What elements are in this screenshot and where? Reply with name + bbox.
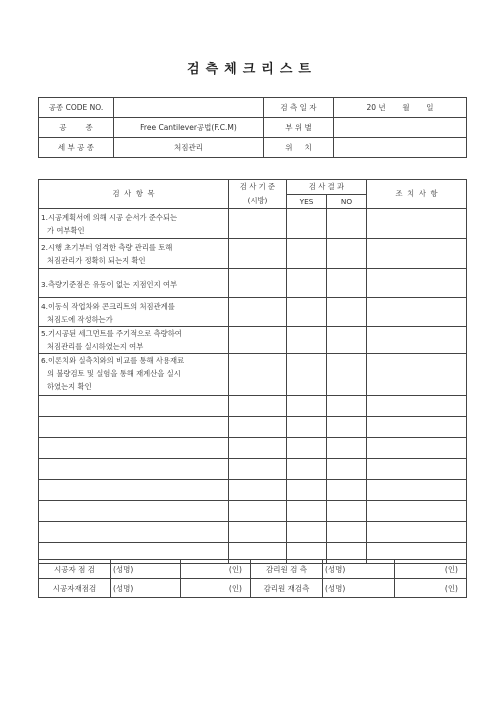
action-cell[interactable] [367, 239, 467, 269]
contractor-recheck-label: 시공자재점검 [39, 579, 111, 598]
action-cell[interactable] [367, 396, 467, 417]
checklist-header-row [39, 180, 467, 195]
info-row-code [39, 98, 467, 118]
no-cell[interactable] [327, 209, 367, 239]
blank-item-cell[interactable] [39, 501, 229, 522]
table-row [39, 417, 467, 438]
supervisor-recheck-seal[interactable]: (인) [395, 579, 467, 598]
check-item-line: 2.시행 초기부터 엄격한 측량 관리를 토해 [41, 243, 173, 252]
table-row [39, 298, 467, 327]
yes-cell[interactable] [287, 298, 327, 327]
check-item [39, 298, 229, 327]
no-cell[interactable] [327, 480, 367, 501]
action-cell[interactable] [367, 354, 467, 396]
signature-row [39, 579, 467, 598]
code-value[interactable] [114, 98, 264, 118]
supervisor-recheck-label: 감리원 재검측 [251, 579, 323, 598]
supervisor-check-name[interactable]: (성명) [323, 560, 395, 579]
action-cell[interactable] [367, 269, 467, 298]
action-cell[interactable] [367, 327, 467, 354]
check-item-line: 처짐도에 작성하는가 [47, 315, 113, 324]
check-item-line: 처짐관리를 실시하였는지 여부 [47, 342, 144, 351]
location-value[interactable] [334, 138, 467, 158]
action-cell[interactable] [367, 209, 467, 239]
signature-row [39, 560, 467, 579]
part-value[interactable] [334, 118, 467, 138]
no-cell[interactable] [327, 298, 367, 327]
criteria-cell[interactable] [229, 522, 287, 543]
action-cell[interactable] [367, 480, 467, 501]
check-item [39, 239, 229, 269]
header-criteria-sub: (시방) [247, 196, 268, 205]
contractor-check-seal[interactable]: (인) [181, 560, 251, 579]
action-cell[interactable] [367, 501, 467, 522]
table-row [39, 209, 467, 239]
table-row [39, 327, 467, 354]
page-title: 검측체크리스트 [187, 62, 317, 77]
yes-cell[interactable] [287, 209, 327, 239]
signature-table [38, 559, 467, 598]
criteria-cell[interactable] [229, 459, 287, 480]
yes-cell[interactable] [287, 417, 327, 438]
check-item [39, 269, 229, 298]
check-item [39, 327, 229, 354]
criteria-cell[interactable] [229, 209, 287, 239]
contractor-recheck-name[interactable]: (성명) [111, 579, 181, 598]
yes-cell[interactable] [287, 396, 327, 417]
criteria-cell[interactable] [229, 396, 287, 417]
contractor-check-label: 시공자 점 검 [39, 560, 111, 579]
criteria-cell[interactable] [229, 269, 287, 298]
check-item-line: 의 불량검토 및 실험을 통해 재계산을 실시 [47, 369, 181, 378]
table-row [39, 522, 467, 543]
criteria-cell[interactable] [229, 239, 287, 269]
check-item-line: 처짐관리가 정확히 되는지 확인 [47, 256, 146, 265]
action-cell[interactable] [367, 298, 467, 327]
checklist-table [38, 179, 467, 564]
no-cell[interactable] [327, 239, 367, 269]
yes-cell[interactable] [287, 480, 327, 501]
no-cell[interactable] [327, 459, 367, 480]
blank-item-cell[interactable] [39, 459, 229, 480]
action-cell[interactable] [367, 459, 467, 480]
part-label: 부 위 별 [264, 118, 334, 138]
date-year: 20 년 [366, 103, 386, 112]
date-day: 일 [426, 103, 434, 112]
criteria-cell[interactable] [229, 327, 287, 354]
no-cell[interactable] [327, 354, 367, 396]
yes-cell[interactable] [287, 438, 327, 459]
action-cell[interactable] [367, 438, 467, 459]
table-row [39, 438, 467, 459]
header-criteria-label: 검 사 기 준 [239, 182, 276, 191]
blank-item-cell[interactable] [39, 438, 229, 459]
blank-item-cell[interactable] [39, 480, 229, 501]
criteria-cell[interactable] [229, 417, 287, 438]
criteria-cell[interactable] [229, 438, 287, 459]
no-cell[interactable] [327, 522, 367, 543]
yes-cell[interactable] [287, 354, 327, 396]
info-row-detail [39, 138, 467, 158]
date-value[interactable] [334, 98, 467, 118]
supervisor-recheck-name[interactable]: (성명) [323, 579, 395, 598]
contractor-recheck-seal[interactable]: (인) [181, 579, 251, 598]
contractor-check-name[interactable]: (성명) [111, 560, 181, 579]
criteria-cell[interactable] [229, 354, 287, 396]
table-row [39, 396, 467, 417]
no-cell[interactable] [327, 327, 367, 354]
criteria-cell[interactable] [229, 501, 287, 522]
check-item-line: 가 여부확인 [47, 226, 85, 235]
check-item-line: 3.측량기준점은 유동이 없는 지점인지 여부 [41, 279, 178, 289]
work-value[interactable]: Free Cantilever공법(F.C.M) [114, 118, 264, 138]
table-row [39, 239, 467, 269]
supervisor-check-label: 감리원 검 측 [251, 560, 323, 579]
check-item-line: 4.이동식 작업차와 콘크리트의 처짐관계를 [41, 302, 175, 311]
check-item-line: 하였는지 확인 [47, 382, 92, 391]
date-month: 월 [402, 103, 410, 112]
no-cell[interactable] [327, 417, 367, 438]
no-cell[interactable] [327, 501, 367, 522]
location-label: 위 치 [264, 138, 334, 158]
blank-item-cell[interactable] [39, 396, 229, 417]
header-items: 검 사 항 목 [39, 180, 229, 209]
check-item-line: 1.시공계획서에 의해 시공 순서가 준수되는 [41, 213, 178, 222]
header-no: NO [327, 194, 367, 209]
header-action: 조 치 사 항 [367, 180, 467, 209]
header-result: 검 사 결 과 [287, 180, 367, 195]
work-label: 공 종 [39, 118, 114, 138]
blank-item-cell[interactable] [39, 417, 229, 438]
table-row [39, 459, 467, 480]
yes-cell[interactable] [287, 269, 327, 298]
no-cell[interactable] [327, 269, 367, 298]
blank-item-cell[interactable] [39, 522, 229, 543]
header-criteria [229, 180, 287, 209]
yes-cell[interactable] [287, 239, 327, 269]
table-row [39, 354, 467, 396]
criteria-cell[interactable] [229, 480, 287, 501]
yes-cell[interactable] [287, 522, 327, 543]
criteria-cell[interactable] [229, 298, 287, 327]
no-cell[interactable] [327, 396, 367, 417]
check-item [39, 209, 229, 239]
check-item [39, 354, 229, 396]
info-row-work [39, 118, 467, 138]
detail-label: 세 부 공 종 [39, 138, 114, 158]
header-yes: YES [287, 194, 327, 209]
table-row [39, 501, 467, 522]
code-label: 공종 CODE NO. [39, 98, 114, 118]
info-table [38, 97, 467, 158]
table-row [39, 480, 467, 501]
check-item-line: 6.이론치와 실측치와의 비교를 통해 사용재료 [41, 356, 185, 365]
action-cell[interactable] [367, 417, 467, 438]
yes-cell[interactable] [287, 459, 327, 480]
action-cell[interactable] [367, 522, 467, 543]
table-row [39, 269, 467, 298]
no-cell[interactable] [327, 438, 367, 459]
check-item-line: 5.기시공된 세그먼트를 주기적으로 측량하여 [41, 329, 182, 338]
yes-cell[interactable] [287, 327, 327, 354]
supervisor-check-seal[interactable]: (인) [395, 560, 467, 579]
yes-cell[interactable] [287, 501, 327, 522]
date-label: 검 측 일 자 [264, 98, 334, 118]
detail-value[interactable]: 처짐관리 [114, 138, 264, 158]
